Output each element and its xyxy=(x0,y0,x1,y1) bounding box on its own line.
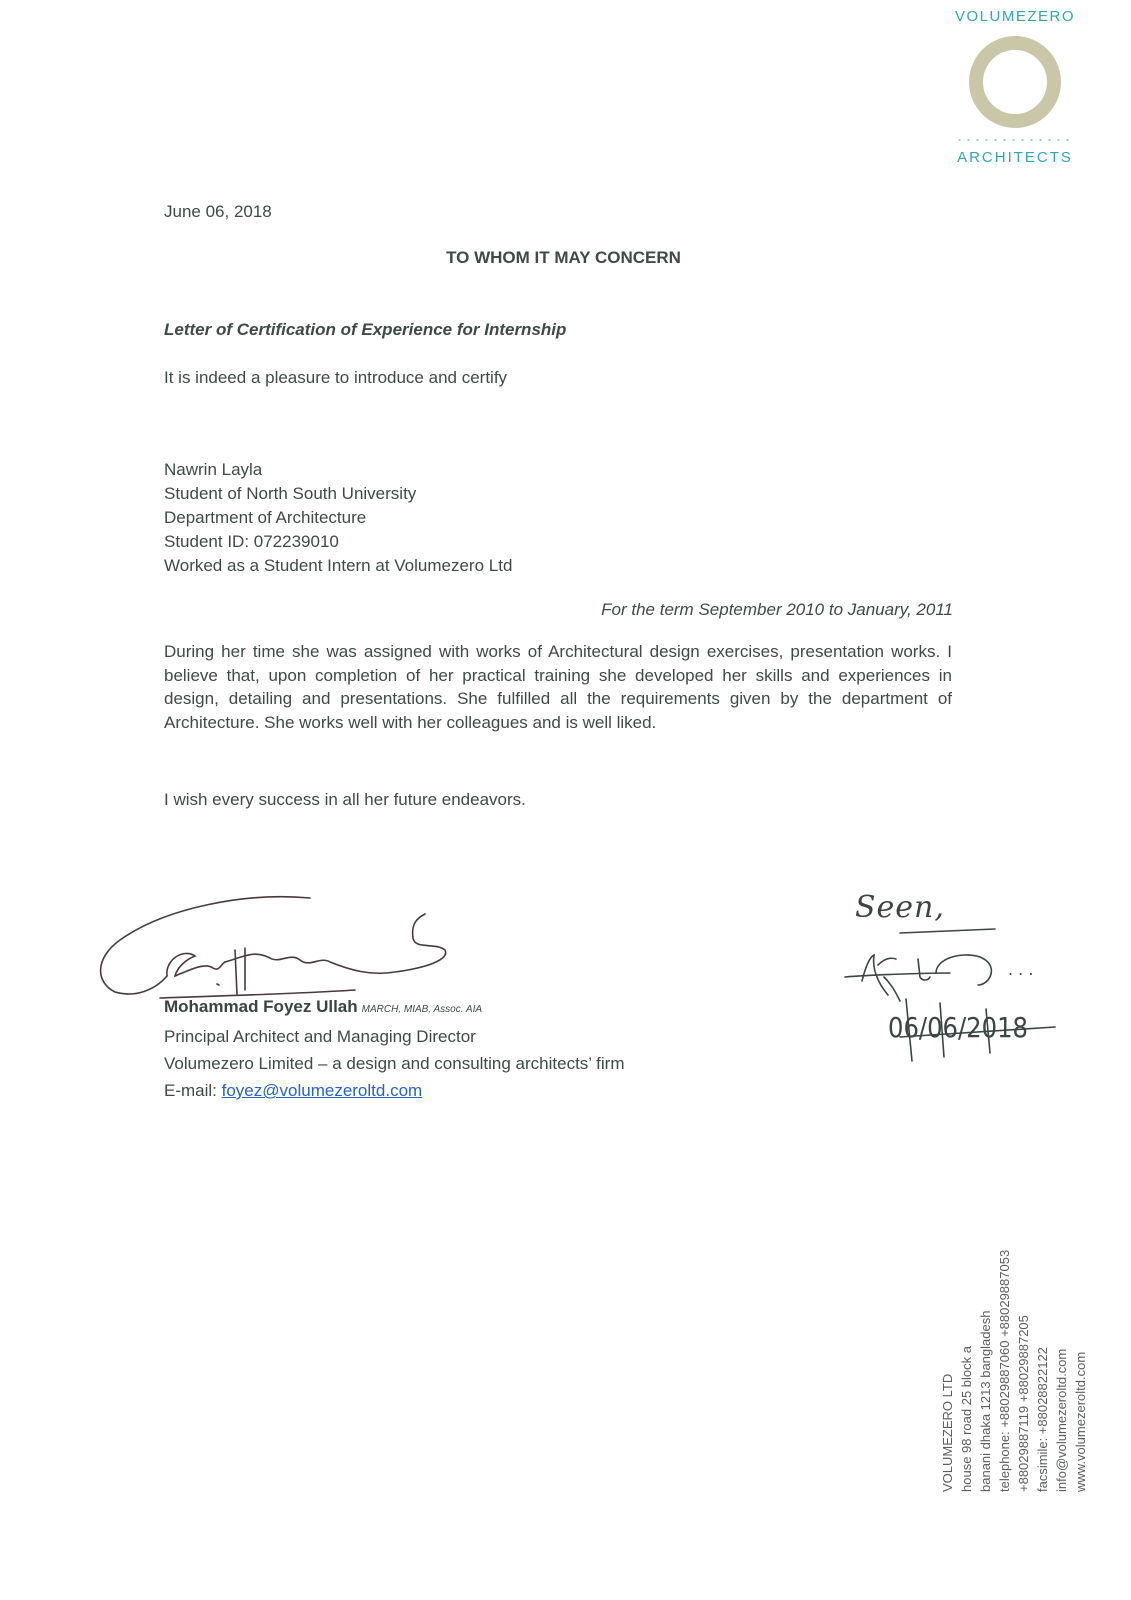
signer-email-line xyxy=(164,1077,625,1104)
logo-ring-icon xyxy=(969,36,1061,128)
footer-company: VOLUMEZERO LTD xyxy=(940,1373,955,1492)
endorsement-seen-text: Seen, xyxy=(855,890,945,925)
student-name: Nawrin Layla xyxy=(164,460,263,479)
letter-intro: It is indeed a pleasure to introduce and certify xyxy=(164,368,508,387)
footer-email: info@volumezeroltd.com xyxy=(1054,1348,1069,1492)
footer-website: www.volumezeroltd.com xyxy=(1073,1351,1088,1492)
footer-address-line-2: banani dhaka 1213 bangladesh xyxy=(978,1310,993,1492)
signer-name: Mohammad Foyez Ullah xyxy=(164,997,358,1016)
internship-term: For the term September 2010 to January, 2011 xyxy=(601,600,953,619)
letter-heading xyxy=(0,248,1131,268)
company-logo xyxy=(950,6,1080,168)
signer-qualifications: MARCH, MIAB, Assoc. AIA xyxy=(361,1004,483,1015)
letter-subject: Letter of Certification of Experience for Internship xyxy=(164,320,567,339)
handwritten-endorsement xyxy=(840,885,1080,1065)
endorsement-date: 06/06/2018 xyxy=(888,1011,1028,1044)
signer-block xyxy=(164,993,625,1104)
email-link[interactable]: foyez@volumezeroltd.com xyxy=(221,1081,423,1100)
student-university: Student of North South University xyxy=(164,484,417,503)
logo-wordmark-bottom: ARCHITECTS xyxy=(957,149,1073,166)
logo-dotted-divider xyxy=(955,138,1075,142)
student-role: Worked as a Student Intern at Volumezero Ltd xyxy=(164,556,513,575)
handwritten-signature xyxy=(95,890,465,1005)
student-details xyxy=(164,458,512,578)
footer-telephone-2: +88029887119 +88029887205 xyxy=(1016,1315,1031,1492)
letter-date: June 06, 2018 xyxy=(164,202,272,221)
signer-title: Principal Architect and Managing Director xyxy=(164,1027,476,1046)
svg-text:. . .: . . . xyxy=(1008,960,1034,979)
footer-address-line-1: house 98 road 25 block a xyxy=(959,1346,974,1492)
footer-facsimile: facsimile: +88028822122 xyxy=(1035,1347,1050,1492)
letter-closing: I wish every success in all her future endeavors. xyxy=(164,790,526,809)
student-department: Department of Architecture xyxy=(164,508,367,527)
student-id: Student ID: 072239010 xyxy=(164,532,339,551)
email-label: E-mail: xyxy=(164,1081,222,1100)
letter-body-paragraph: During her time she was assigned with works of Architectural design exercises, presentation works. I believe that, upon completion of her practical training she developed her skills and experiences in design, detailing and presentations. She fulfilled all the requirements given by the department of Architecture. She works well with her colleagues and is well liked. xyxy=(164,642,952,732)
signer-company: Volumezero Limited – a design and consulting architects’ firm xyxy=(164,1054,625,1073)
company-address-footer xyxy=(938,1250,1090,1492)
logo-wordmark-top: VOLUMEZERO xyxy=(954,8,1075,25)
footer-telephone: telephone: +88029887060 +88029887053 xyxy=(997,1249,1012,1492)
letter-heading-text: TO WHOM IT MAY CONCERN xyxy=(446,248,681,267)
